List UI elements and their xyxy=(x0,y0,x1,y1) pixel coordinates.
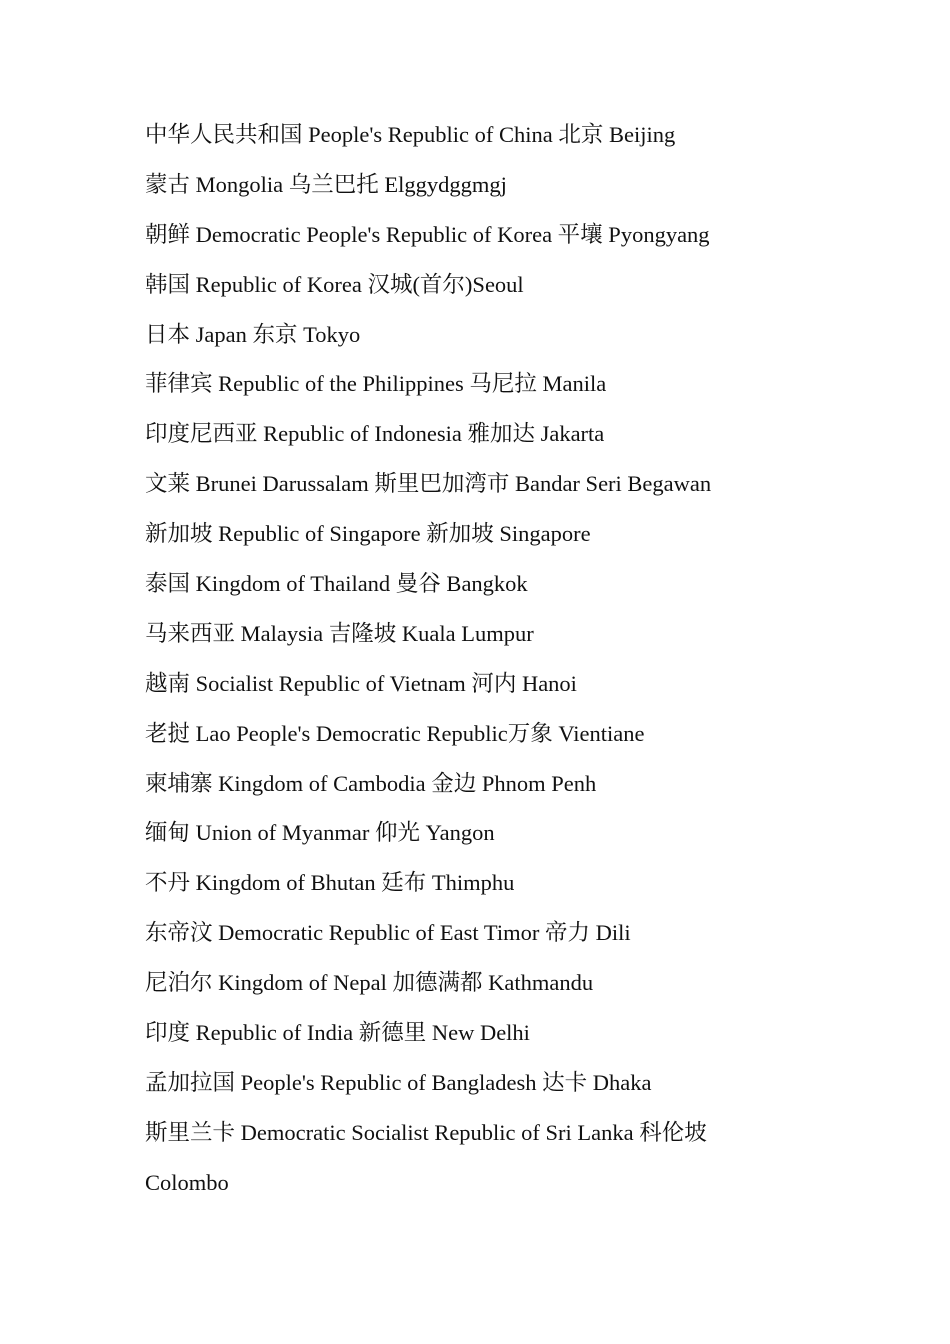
text-line: 韩国 Republic of Korea 汉城(首尔)Seoul xyxy=(145,271,524,297)
text-line: Colombo xyxy=(145,1169,229,1195)
text-line: 新加坡 Republic of Singapore 新加坡 Singapore xyxy=(145,521,591,547)
text-line: 越南 Socialist Republic of Vietnam 河内 Hanoi xyxy=(145,670,577,696)
text-line: 老挝 Lao People's Democratic Republic万象 Vientiane xyxy=(145,720,645,746)
text-line: 印度尼西亚 Republic of Indonesia 雅加达 Jakarta xyxy=(145,421,605,447)
text-line: 泰国 Kingdom of Thailand 曼谷 Bangkok xyxy=(145,571,528,597)
text-line: 文莱 Brunei Darussalam 斯里巴加湾市 Bandar Seri Begawan xyxy=(145,471,712,497)
text-line: 印度 Republic of India 新德里 New Delhi xyxy=(145,1020,530,1046)
text-line: 蒙古 Mongolia 乌兰巴托 Elggydggmgj xyxy=(145,171,507,197)
text-line: 菲律宾 Republic of the Philippines 马尼拉 Manila xyxy=(145,371,607,397)
text-line: 尼泊尔 Kingdom of Nepal 加德满都 Kathmandu xyxy=(145,970,594,996)
text-line: 不丹 Kingdom of Bhutan 廷布 Thimphu xyxy=(145,870,515,896)
country-capital-list xyxy=(145,110,905,1208)
text-line: 柬埔寨 Kingdom of Cambodia 金边 Phnom Penh xyxy=(145,770,597,796)
text-line: 孟加拉国 People's Republic of Bangladesh 达卡 Dhaka xyxy=(145,1069,652,1095)
text-line: 马来西亚 Malaysia 吉隆坡 Kuala Lumpur xyxy=(145,620,534,646)
text-line: 缅甸 Union of Myanmar 仰光 Yangon xyxy=(145,820,495,846)
text-line: 日本 Japan 东京 Tokyo xyxy=(145,321,361,347)
text-line: 中华人民共和国 People's Republic of China 北京 Beijing xyxy=(145,122,676,147)
text-line: 斯里兰卡 Democratic Socialist Republic of Sri Lanka 科伦坡 xyxy=(145,1119,707,1145)
text-line: 朝鲜 Democratic People's Republic of Korea 平壤 Pyongyang xyxy=(145,221,710,247)
text-line: 东帝汶 Democratic Republic of East Timor 帝力 Dili xyxy=(145,920,631,946)
